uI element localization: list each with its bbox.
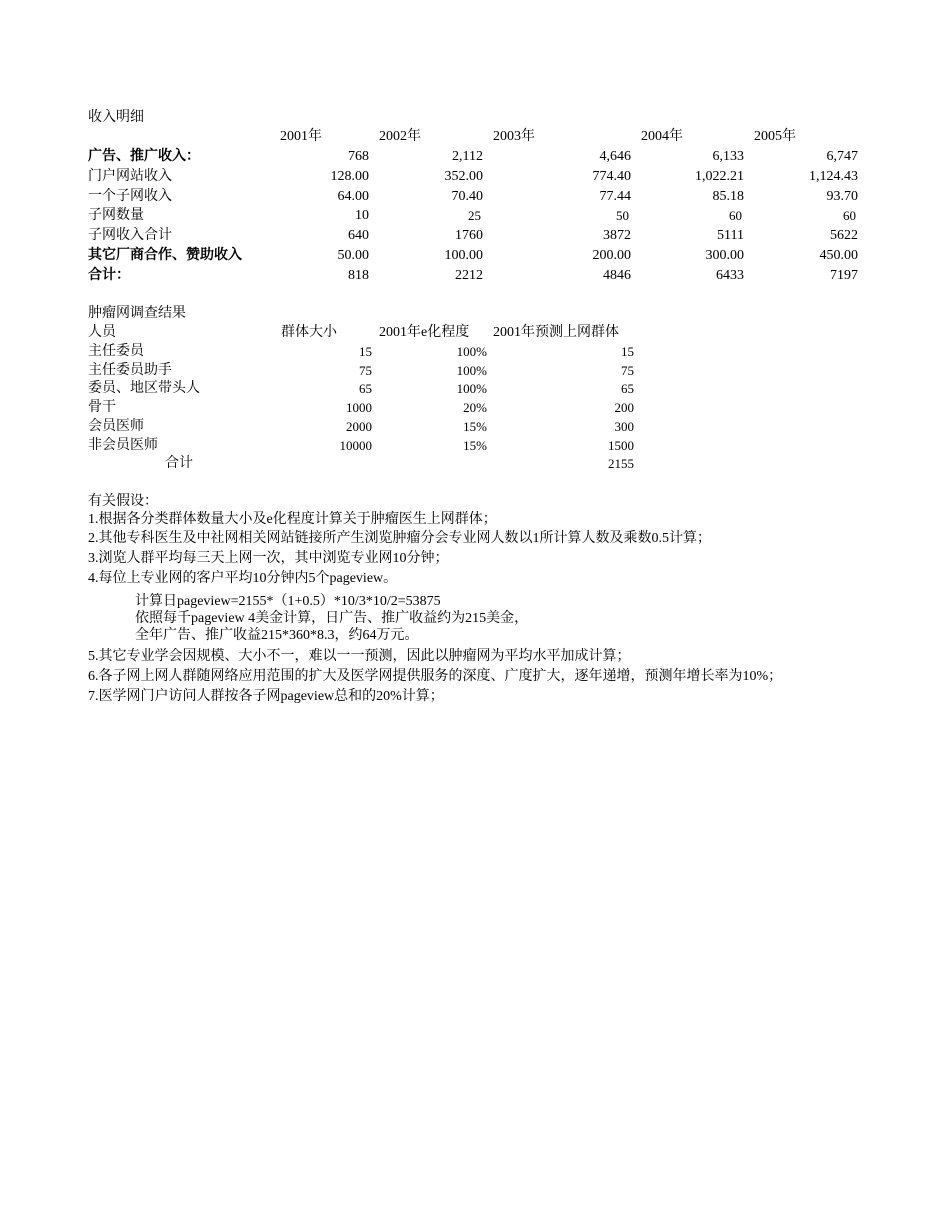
income-row-label: 门户网站收入: [88, 169, 172, 184]
survey-title: 肿瘤网调查结果: [88, 306, 186, 321]
income-row-label: 一个子网收入: [88, 189, 172, 204]
income-cell: 77.44: [599, 189, 631, 204]
survey-cell: 100%: [456, 381, 487, 397]
income-cell: 818: [348, 268, 369, 283]
income-row-label: 其它厂商合作、赞助收入: [88, 248, 242, 263]
income-cell: 50: [616, 208, 629, 223]
survey-cell: 10000: [339, 437, 372, 453]
assumption-item: 3.浏览人群平均每三天上网一次，其中浏览专业网10分钟；: [88, 551, 449, 566]
income-cell: 100.00: [444, 248, 483, 263]
survey-cell: 1500: [608, 437, 634, 453]
assumption-item: 4.每位上专业网的客户平均10分钟内5个pageview。: [88, 571, 398, 586]
income-title: 收入明细: [88, 110, 144, 125]
survey-header-size: 群体大小: [281, 325, 337, 340]
survey-cell: 15: [621, 344, 634, 359]
income-cell: 352.00: [444, 169, 483, 184]
survey-cell: 65: [621, 381, 634, 397]
survey-cell: 65: [359, 381, 372, 397]
survey-cell: 300: [614, 418, 634, 434]
income-cell: 93.70: [826, 189, 858, 204]
income-cell: 300.00: [705, 248, 744, 263]
income-cell: 70.40: [451, 189, 483, 204]
income-cell: 200.00: [592, 248, 631, 263]
income-cell: 1,124.43: [809, 169, 858, 184]
income-cell: 774.40: [592, 169, 631, 184]
survey-cell: 2000: [346, 418, 372, 434]
income-cell: 128.00: [330, 169, 369, 184]
survey-header-e-level: 2001年e化程度: [379, 325, 470, 340]
income-cell: 60: [843, 208, 856, 223]
income-row-label: 广告、推广收入：: [88, 149, 200, 164]
income-cell: 5111: [717, 228, 744, 243]
year-2001: 2001年: [280, 129, 322, 144]
assumption-item: 7.医学网门户访问人群按各子网pageview总和的20%计算；: [88, 689, 444, 704]
survey-cell: 15: [359, 344, 372, 359]
income-cell: 5622: [830, 228, 858, 243]
income-cell: 768: [348, 149, 369, 164]
calc-line: 全年广告、推广收益215*360*8.3，约64万元。: [135, 628, 419, 643]
assumption-item: 5.其它专业学会因规模、大小不一，难以一一预测，因此以肿瘤网为平均水平加成计算；: [88, 649, 631, 664]
assumption-item: 6.各子网上网人群随网络应用范围的扩大及医学网提供服务的深度、广度扩大，逐年递增，预测年增长率为10%；: [88, 669, 783, 684]
income-cell: 3872: [603, 228, 631, 243]
year-2002: 2002年: [379, 129, 421, 144]
calc-line: 计算日pageview=2155*（1+0.5）*10/3*10/2=53875: [135, 594, 441, 609]
calc-line: 依照每千pageview 4美金计算，日广告、推广收益约为215美金，: [135, 611, 529, 626]
income-cell: 2212: [455, 268, 483, 283]
survey-row-label: 主任委员: [88, 344, 144, 359]
income-row-label: 子网数量: [88, 208, 144, 223]
survey-header-online: 2001年预测上网群体: [493, 325, 619, 340]
income-cell: 4,646: [599, 149, 631, 164]
income-cell: 50.00: [337, 248, 369, 263]
survey-total-value: 2155: [608, 456, 634, 471]
income-cell: 2,112: [452, 149, 483, 164]
income-cell: 6,133: [712, 149, 744, 164]
income-cell: 1760: [455, 228, 483, 243]
year-2004: 2004年: [641, 129, 683, 144]
year-2005: 2005年: [754, 129, 796, 144]
assumption-item: 1.根据各分类群体数量大小及e化程度计算关于肿瘤医生上网群体；: [88, 512, 497, 527]
survey-cell: 20%: [463, 400, 487, 416]
year-2003: 2003年: [493, 129, 535, 144]
survey-cell: 100%: [456, 362, 487, 378]
survey-row-label: 委员、地区带头人: [88, 381, 200, 397]
income-cell: 10: [355, 208, 369, 223]
income-cell: 25: [468, 208, 481, 223]
income-cell: 60: [729, 208, 742, 223]
survey-row-label: 会员医师: [88, 418, 144, 434]
assumption-item: 2.其他专科医生及中社网相关网站链接所产生浏览肿瘤分会专业网人数以1所计算人数及乘数0.5计算；: [88, 531, 711, 546]
income-cell: 64.00: [337, 189, 369, 204]
income-cell: 450.00: [819, 248, 858, 263]
income-cell: 1,022.21: [695, 169, 744, 184]
income-cell: 6433: [716, 268, 744, 283]
income-row-label: 子网收入合计: [88, 228, 172, 243]
survey-cell: 75: [621, 362, 634, 378]
survey-cell: 200: [614, 400, 634, 416]
survey-cell: 15%: [463, 418, 487, 434]
assumptions-title: 有关假设：: [88, 494, 158, 509]
survey-total-label: 合计: [165, 456, 193, 471]
survey-row-label: 非会员医师: [88, 437, 158, 453]
income-row-label: 合计：: [88, 268, 130, 283]
survey-cell: 15%: [463, 437, 487, 453]
income-cell: 4846: [603, 268, 631, 283]
income-cell: 7197: [830, 268, 858, 283]
survey-cell: 1000: [346, 400, 372, 416]
survey-cell: 75: [359, 362, 372, 378]
income-cell: 85.18: [712, 189, 744, 204]
survey-header-person: 人员: [88, 325, 116, 340]
survey-row-label: 主任委员助手: [88, 362, 172, 378]
income-cell: 6,747: [826, 149, 858, 164]
income-cell: 640: [348, 228, 369, 243]
survey-row-label: 骨干: [88, 400, 116, 416]
survey-cell: 100%: [456, 344, 487, 359]
